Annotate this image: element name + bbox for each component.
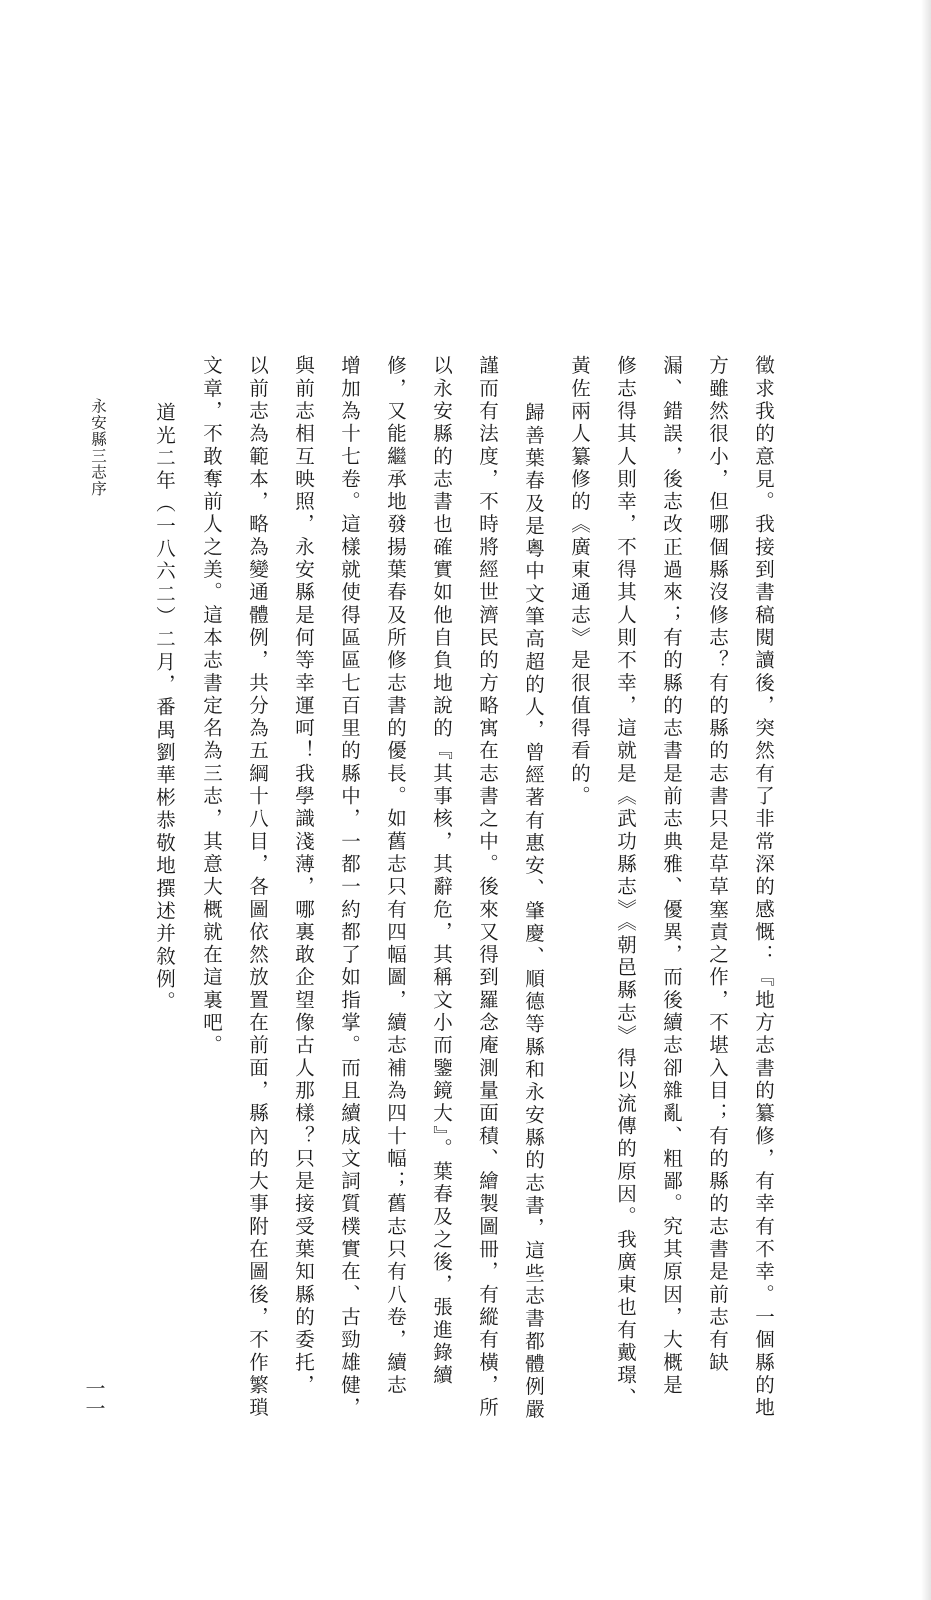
text-column-8: 以永安縣的志書也確實如他自負地說的『其事核，其辭危，其稱文小而鑒鏡大』。葉春及之後，張進錄續 <box>430 355 453 1388</box>
text-column-13: 文章，不敢奪前人之美。這本志書定名為三志，其意大概就在這裏吧。 <box>200 355 223 1058</box>
text-column-12: 以前志為範本，略為變通體例，共分為五綱十八目，各圖依然放置在前面，縣內的大事附在圖後，不作繁瑣 <box>246 355 269 1420</box>
text-column-3: 漏、錯誤，後志改正過來；有的縣的志書是前志典雅、優異，而後續志卻雜亂、粗鄙。究其原因，大概是 <box>660 355 683 1397</box>
running-header: 永安縣三志序 <box>89 398 107 497</box>
text-column-10: 增加為十七卷。這樣就使得區區七百里的縣中，一都一約都了如指掌。而且續成文詞質樸實在、古勁雄健， <box>338 355 361 1420</box>
signature-line: 道光二年（一八六二）二月，番禺劉華彬恭敬地撰述并敘例。 <box>153 402 176 1014</box>
text-column-5: 黃佐兩人纂修的《廣東通志》是很值得看的。 <box>568 355 591 808</box>
text-column-4: 修志得其人則幸，不得其人則不幸，這就是《武功縣志》《朝邑縣志》得以流傳的原因。我廣東也有戴璟、 <box>614 355 637 1410</box>
scan-edge <box>921 0 931 1600</box>
text-column-2: 方雖然很小，但哪個縣沒修志？有的縣的志書只是草草塞責之作，不堪入目；有的縣的志書是前志有缺 <box>706 355 729 1375</box>
page-number: 一一 <box>82 1378 106 1418</box>
text-column-9: 修，又能繼承地發揚葉春及所修志書的優長。如舊志只有四幅圖，續志補為四十幅；舊志只有八卷，續志 <box>384 355 407 1397</box>
text-column-6: 歸善葉春及是粵中文筆高超的人，曾經著有惠安、肇慶、順德等縣和永安縣的志書，這些志書都體例嚴 <box>522 402 545 1422</box>
text-column-1: 徵求我的意見。我接到書稿閱讀後，突然有了非常深的感慨：『地方志書的纂修，有幸有不幸。一個縣的地 <box>752 355 775 1420</box>
text-column-7: 謹而有法度，不時將經世濟民的方略寓在志書之中。後來又得到羅念庵測量面積、繪製圖冊，有縱有橫，所 <box>476 355 499 1420</box>
text-column-11: 與前志相互映照，永安縣是何等幸運呵！我學識淺薄，哪裏敢企望像古人那樣？只是接受葉知縣的委托， <box>292 355 315 1397</box>
